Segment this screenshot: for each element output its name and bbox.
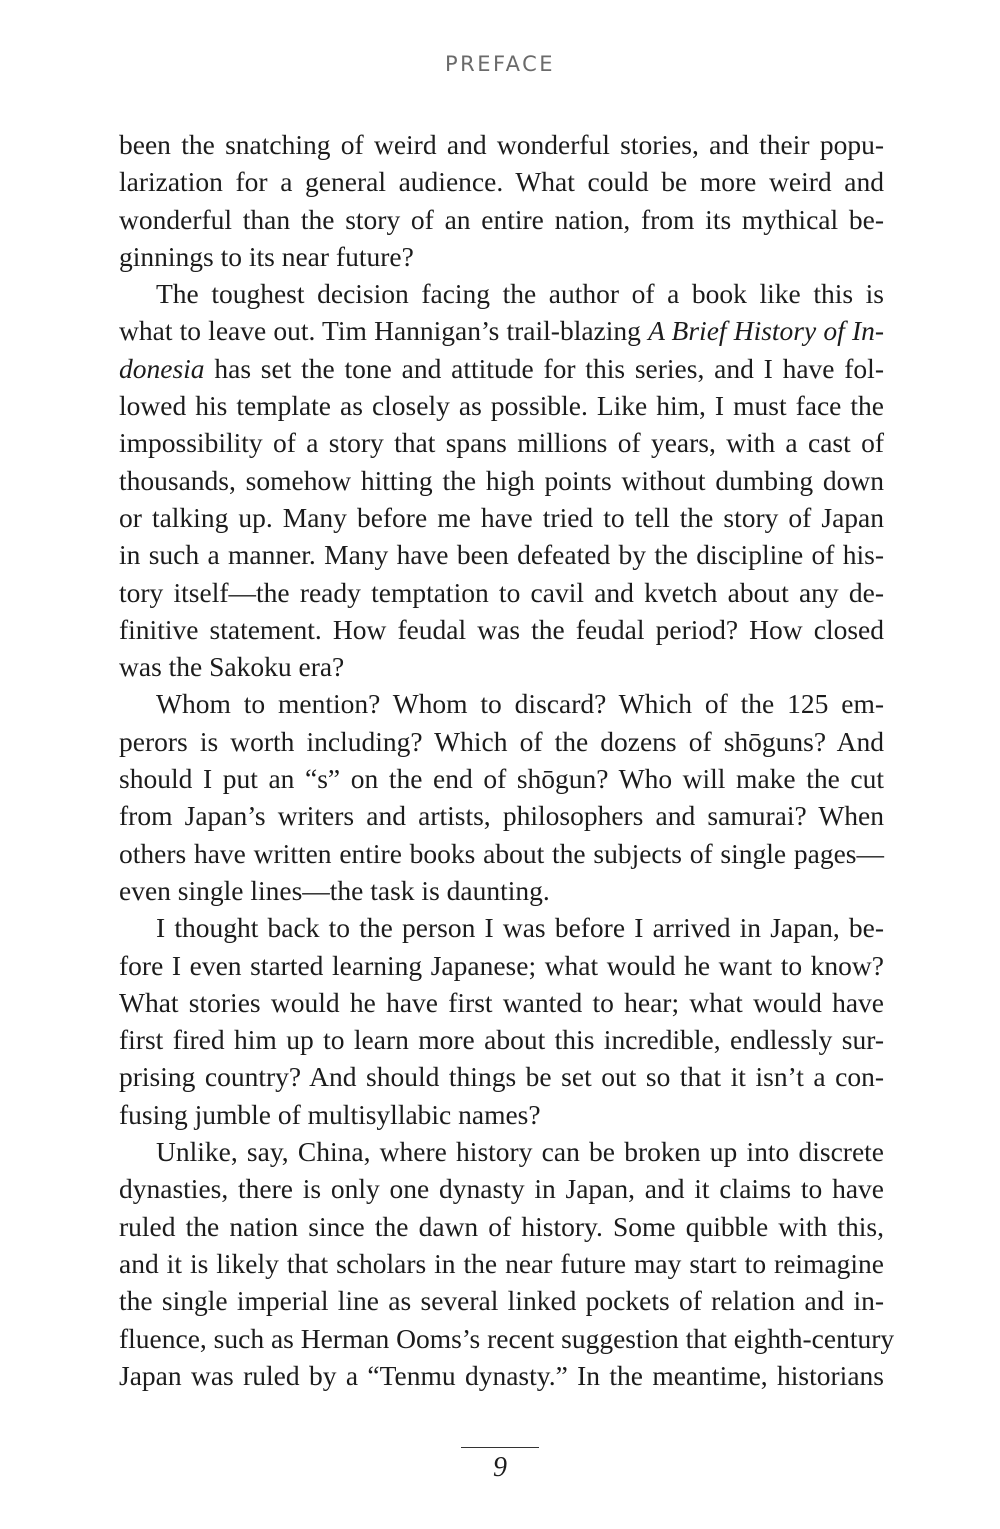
text-line: dynasties, there is only one dynasty in Japan, and it claims to have — [119, 1173, 884, 1205]
text-run: what to leave out. Tim Hannigan’s trail-blazing — [119, 315, 649, 347]
folio-rule — [461, 1447, 539, 1448]
book-title-italic: donesia — [119, 352, 205, 384]
text-line: finitive statement. How feudal was the feudal period? How closed — [119, 613, 884, 645]
text-line: Whom to mention? Whom to discard? Which of the 125 em- — [156, 688, 884, 720]
paragraph — [119, 1133, 895, 1394]
text-line: I thought back to the person I was before I arrived in Japan, be- — [156, 912, 884, 944]
text-line: The toughest decision facing the author of a book like this is — [156, 278, 884, 310]
body-text — [119, 126, 895, 1394]
text-line: tory itself—the ready temptation to cavil and kvetch about any de- — [119, 576, 884, 608]
text-line: even single lines—the task is daunting. — [119, 874, 550, 906]
paragraph — [119, 685, 884, 909]
text-line: What stories would he have first wanted to hear; what would have — [119, 986, 884, 1018]
text-line: was the Sakoku era? — [119, 651, 345, 683]
page-number: 9 — [493, 1452, 507, 1483]
text-line: prising country? And should things be set out so that it isn’t a con- — [119, 1061, 884, 1093]
text-line: from Japan’s writers and artists, philosophers and samurai? When — [119, 800, 884, 832]
text-line: Unlike, say, China, where history can be broken up into discrete — [156, 1136, 884, 1168]
text-line: others have written entire books about the subjects of single pages— — [119, 837, 884, 869]
text-line: in such a manner. Many have been defeated by the discipline of his- — [119, 539, 884, 571]
text-line: perors is worth including? Which of the dozens of shōguns? And — [119, 725, 884, 757]
text-line: the single imperial line as several linked pockets of relation and in- — [119, 1285, 884, 1317]
text-line: lowed his template as closely as possible. Like him, I must face the — [119, 390, 884, 422]
text-line: impossibility of a story that spans millions of years, with a cast of — [119, 427, 884, 459]
text-line: fore I even started learning Japanese; what would he want to know? — [119, 949, 884, 981]
text-line — [119, 350, 884, 387]
book-title-italic: A Brief History of In- — [648, 315, 885, 347]
text-line: Japan was ruled by a “Tenmu dynasty.” In the meantime, historians — [119, 1359, 884, 1391]
text-run: has set the tone and attitude for this series, and I have fol- — [204, 352, 884, 384]
text-line: first fired him up to learn more about this incredible, endlessly sur- — [119, 1024, 884, 1056]
text-line: and it is likely that scholars in the near future may start to reimagine — [119, 1247, 884, 1279]
text-line: ruled the nation since the dawn of history. Some quibble with this, — [119, 1210, 884, 1242]
running-head: PREFACE — [444, 52, 556, 76]
text-line: or talking up. Many before me have tried to tell the story of Japan — [119, 501, 884, 533]
text-line — [119, 312, 884, 349]
paragraph — [119, 275, 884, 685]
text-line: ginnings to its near future? — [119, 240, 414, 272]
text-line: fusing jumble of multisyllabic names? — [119, 1098, 541, 1130]
paragraph — [119, 909, 884, 1133]
text-line: fluence, such as Herman Ooms’s recent suggestion that eighth-century — [119, 1322, 895, 1354]
text-line: should I put an “s” on the end of shōgun? Who will make the cut — [119, 763, 884, 795]
text-line: been the snatching of weird and wonderful stories, and their popu- — [119, 129, 884, 160]
text-line: thousands, somehow hitting the high points without dumbing down — [119, 464, 884, 496]
paragraph — [119, 126, 884, 275]
text-line: wonderful than the story of an entire nation, from its mythical be- — [119, 203, 884, 235]
text-line: larization for a general audience. What could be more weird and — [119, 166, 884, 198]
